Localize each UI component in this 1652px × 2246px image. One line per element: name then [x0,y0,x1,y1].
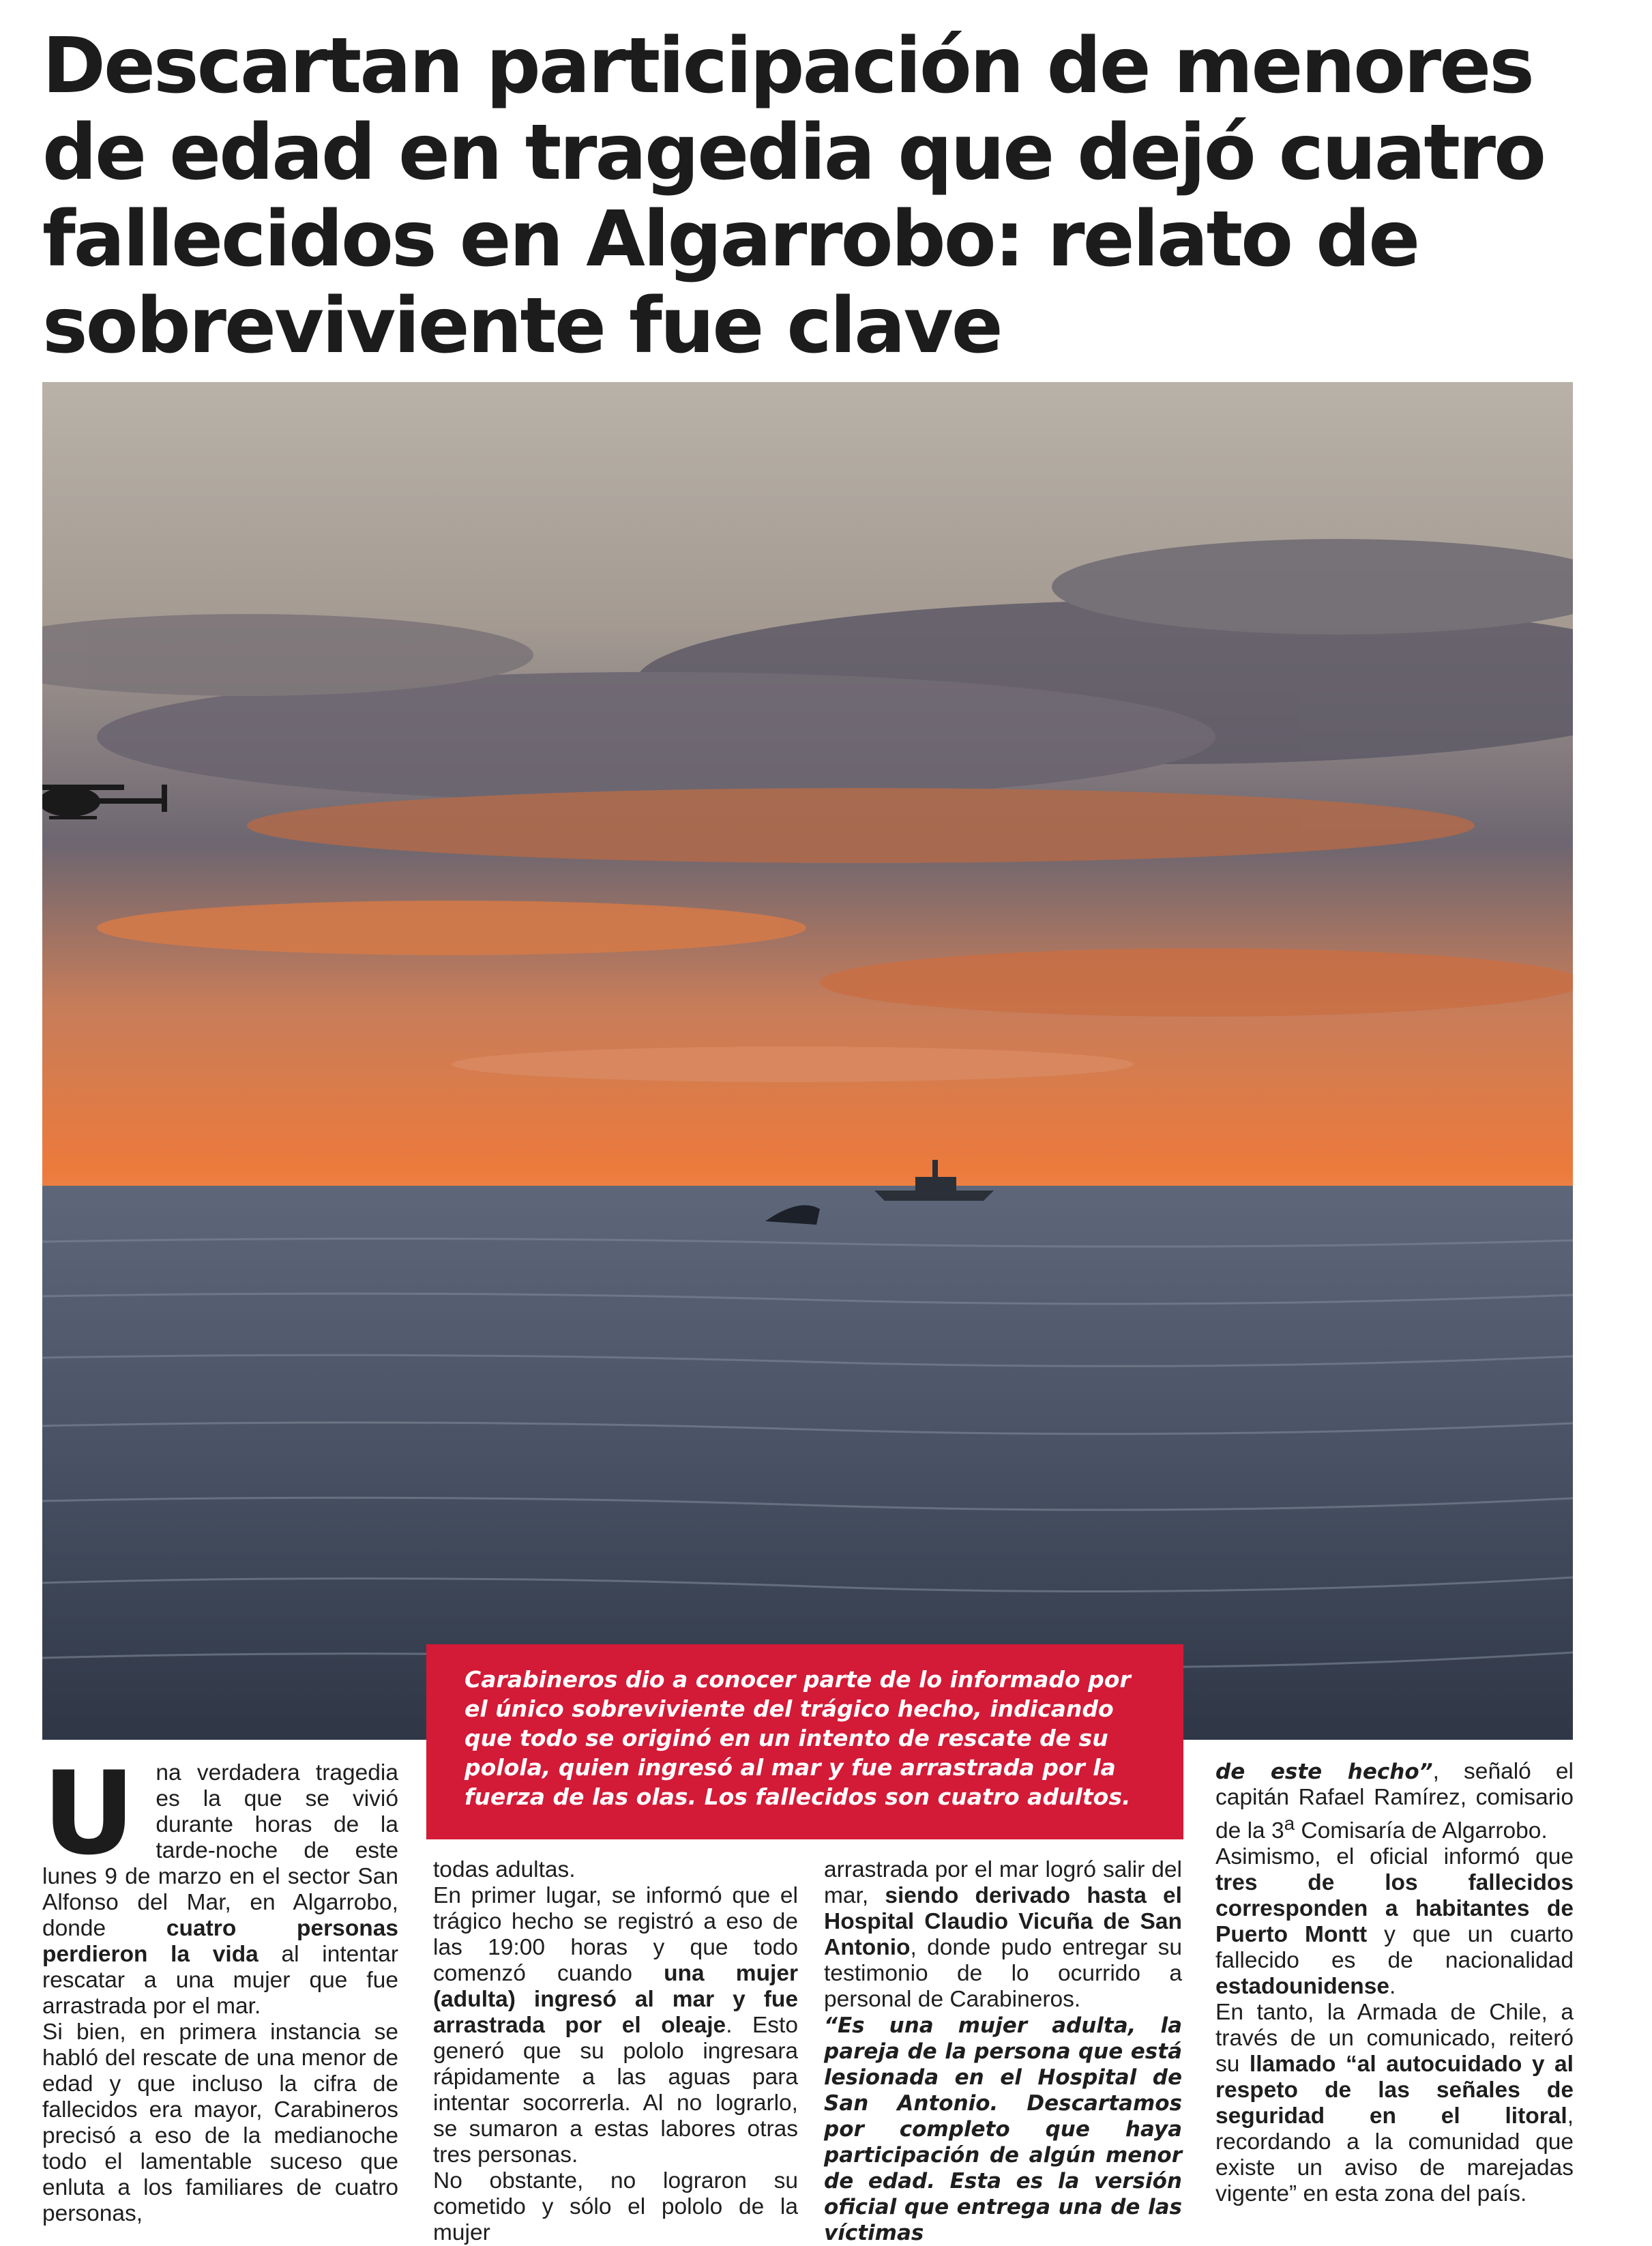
col4-p3-text-b: , recordando a la comunidad que existe un aviso de marejadas vigente” en esta zona del país. [1215,2103,1574,2207]
col4-p2-bold-a: tres de los fallecidos corresponden a habitantes de Puerto Montt [1215,1870,1574,1948]
col3-quote: “Es una mujer adulta, la pareja de la persona que está lesionada en el Hospital de San Antonio. Descartamos por completo que haya participación de algún menor de edad. Esta es la versión oficial que entrega una de las víctimas [824,2013,1182,2245]
col4-text-a: , señaló el capitán Rafael Ramírez, comisario de la 3 [1215,1759,1574,1844]
col2-bold-a: una mujer (adulta) ingresó al mar y fue arrastrada por el oleaje [433,1961,799,2038]
article-column-3 [824,1857,1182,2246]
col4-text-b: Comisaría de Algarrobo. [1295,1818,1548,1844]
col1-bold-a: cuatro personas perdieron la vida [42,1916,399,1967]
col1-text-a: na verdadera tragedia es la que se vivió durante horas de la tarde-noche de este lunes 9 de marzo en el sector San Alfonso del Mar, en Algarrobo, donde [42,1760,398,1941]
col4-p2-text-c: . [1389,1974,1396,2000]
article-column-4 [1215,1759,1574,2207]
photo-caption: Carabineros dio a conocer parte de lo informado por el único sobreviviente del trágico hecho, indicando que todo se originó en un intento de rescate de su polola, quien ingresó al mar y fue arrastrada por la fuerza de las olas. Los fallecidos son cuatro adultos. [426,1644,1183,1839]
col3-text-b: , donde pudo entregar su testimonio de lo ocurrido a personal de Carabineros. [824,1935,1182,2012]
col4-quote-end: de este hecho” [1215,1760,1433,1784]
col1-text-b: al intentar rescatar a una mujer que fue arrastrada por el mar. [42,1942,398,2019]
article-column-2 [433,1857,798,2246]
col4-p2-text-a: Asimismo, el oficial informó que [1215,1844,1574,1870]
col2-text-b: . Esto generó que su pololo ingresara rápidamente a las aguas para intentar socorrerla. Al no lograrlo, se sumaron a estas labores otras tres personas. [433,2013,798,2168]
col1-paragraph-2: Si bien, en primera instancia se habló del rescate de una menor de edad y que incluso la cifra de fallecidos era mayor, Carabineros precisó a eso de la medianoche todo el lamentable suceso que enluta a los familiares de cuatro personas, [42,2019,398,2226]
col3-text-a: arrastrada por el mar logró salir del mar, [824,1857,1182,1908]
col4-p3-bold-a: llamado “al autocuidado y al respeto de las señales de seguridad en el litoral [1215,2052,1574,2129]
col3-bold-a: siendo derivado hasta el Hospital Claudio Vicuña de San Antonio [824,1883,1182,1960]
drop-cap: U [42,1747,136,1880]
col4-superscript: a [1284,1813,1295,1834]
col4-p2-bold-b: estadounidense [1215,1974,1390,2000]
col4-p2-text-b: y que un cuarto fallecido es de nacionalidad [1215,1922,1574,1974]
col2-paragraph-0: todas adultas. [433,1857,576,1882]
headline: Descartan participación de menores de edad en tragedia que dejó cuatro fallecidos en Algarrobo: relato de sobreviviente fue clave [42,22,1545,370]
col4-p3-text-a: En tanto, la Armada de Chile, a través de un comunicado, reiteró su [1215,2000,1574,2077]
col2-text-a: En primer lugar, se informó que el trágico hecho se registró a eso de las 19:00 horas y que todo comenzó cuando [433,1883,798,1986]
article-column-1 [42,1747,399,2227]
col2-paragraph-2: No obstante, no lograron su cometido y sólo el pololo de la mujer [433,2168,798,2245]
photo-illustration [42,382,1573,1740]
sunset-sea-rescue-photo [42,382,1573,1740]
